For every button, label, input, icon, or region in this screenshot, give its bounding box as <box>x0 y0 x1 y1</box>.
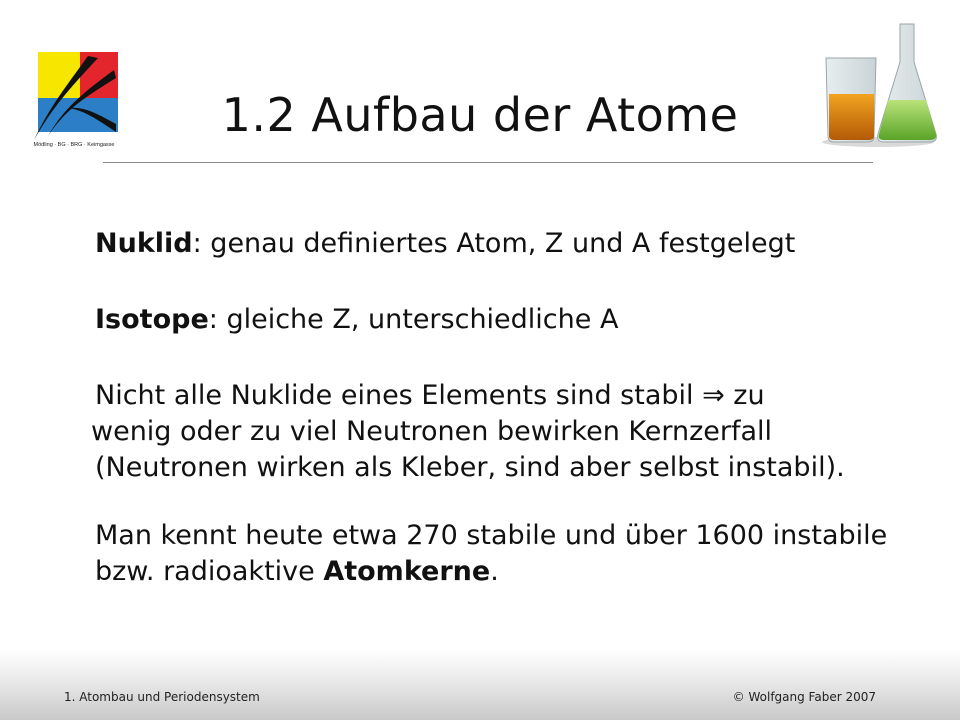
slide-content <box>91 226 915 630</box>
logo-caption: Mödling · BG · BRG · Keimgasse <box>33 142 115 148</box>
implies-arrow-icon: ⇒ <box>702 380 725 411</box>
nuklid-definition: : genau definiertes Atom, Z und A festgelegt <box>192 228 796 259</box>
term-isotope: Isotope <box>95 304 209 335</box>
footer-copyright: © Wolfgang Faber 2007 <box>732 690 876 704</box>
atomkerne-period: . <box>490 556 499 587</box>
term-atomkerne: Atomkerne <box>323 556 491 587</box>
paragraph-stability <box>91 378 915 486</box>
atomkerne-text: Man kennt heute etwa 270 stabile und über 1600 instabile bzw. radioaktive <box>95 520 888 587</box>
paragraph-isotope <box>95 302 915 338</box>
footer-bar <box>0 650 960 720</box>
paragraph-nuklid <box>95 226 915 262</box>
stability-text-start: Nicht alle Nuklide eines Elements sind stabil <box>95 380 703 411</box>
paragraph-atomkerne <box>95 518 915 590</box>
footer-chapter: 1. Atombau und Periodensystem <box>64 690 260 704</box>
slide-title: 1.2 Aufbau der Atome <box>221 88 739 142</box>
stability-text-rest: wenig oder zu viel Neutronen bewirken Kernzerfall (Neutronen wirken als Kleber, sind aber selbst instabil). <box>91 416 845 483</box>
stability-text-mid: zu <box>724 380 765 411</box>
isotope-definition: : gleiche Z, unterschiedliche A <box>208 304 619 335</box>
term-nuklid: Nuklid <box>95 228 193 259</box>
title-divider <box>103 162 873 163</box>
